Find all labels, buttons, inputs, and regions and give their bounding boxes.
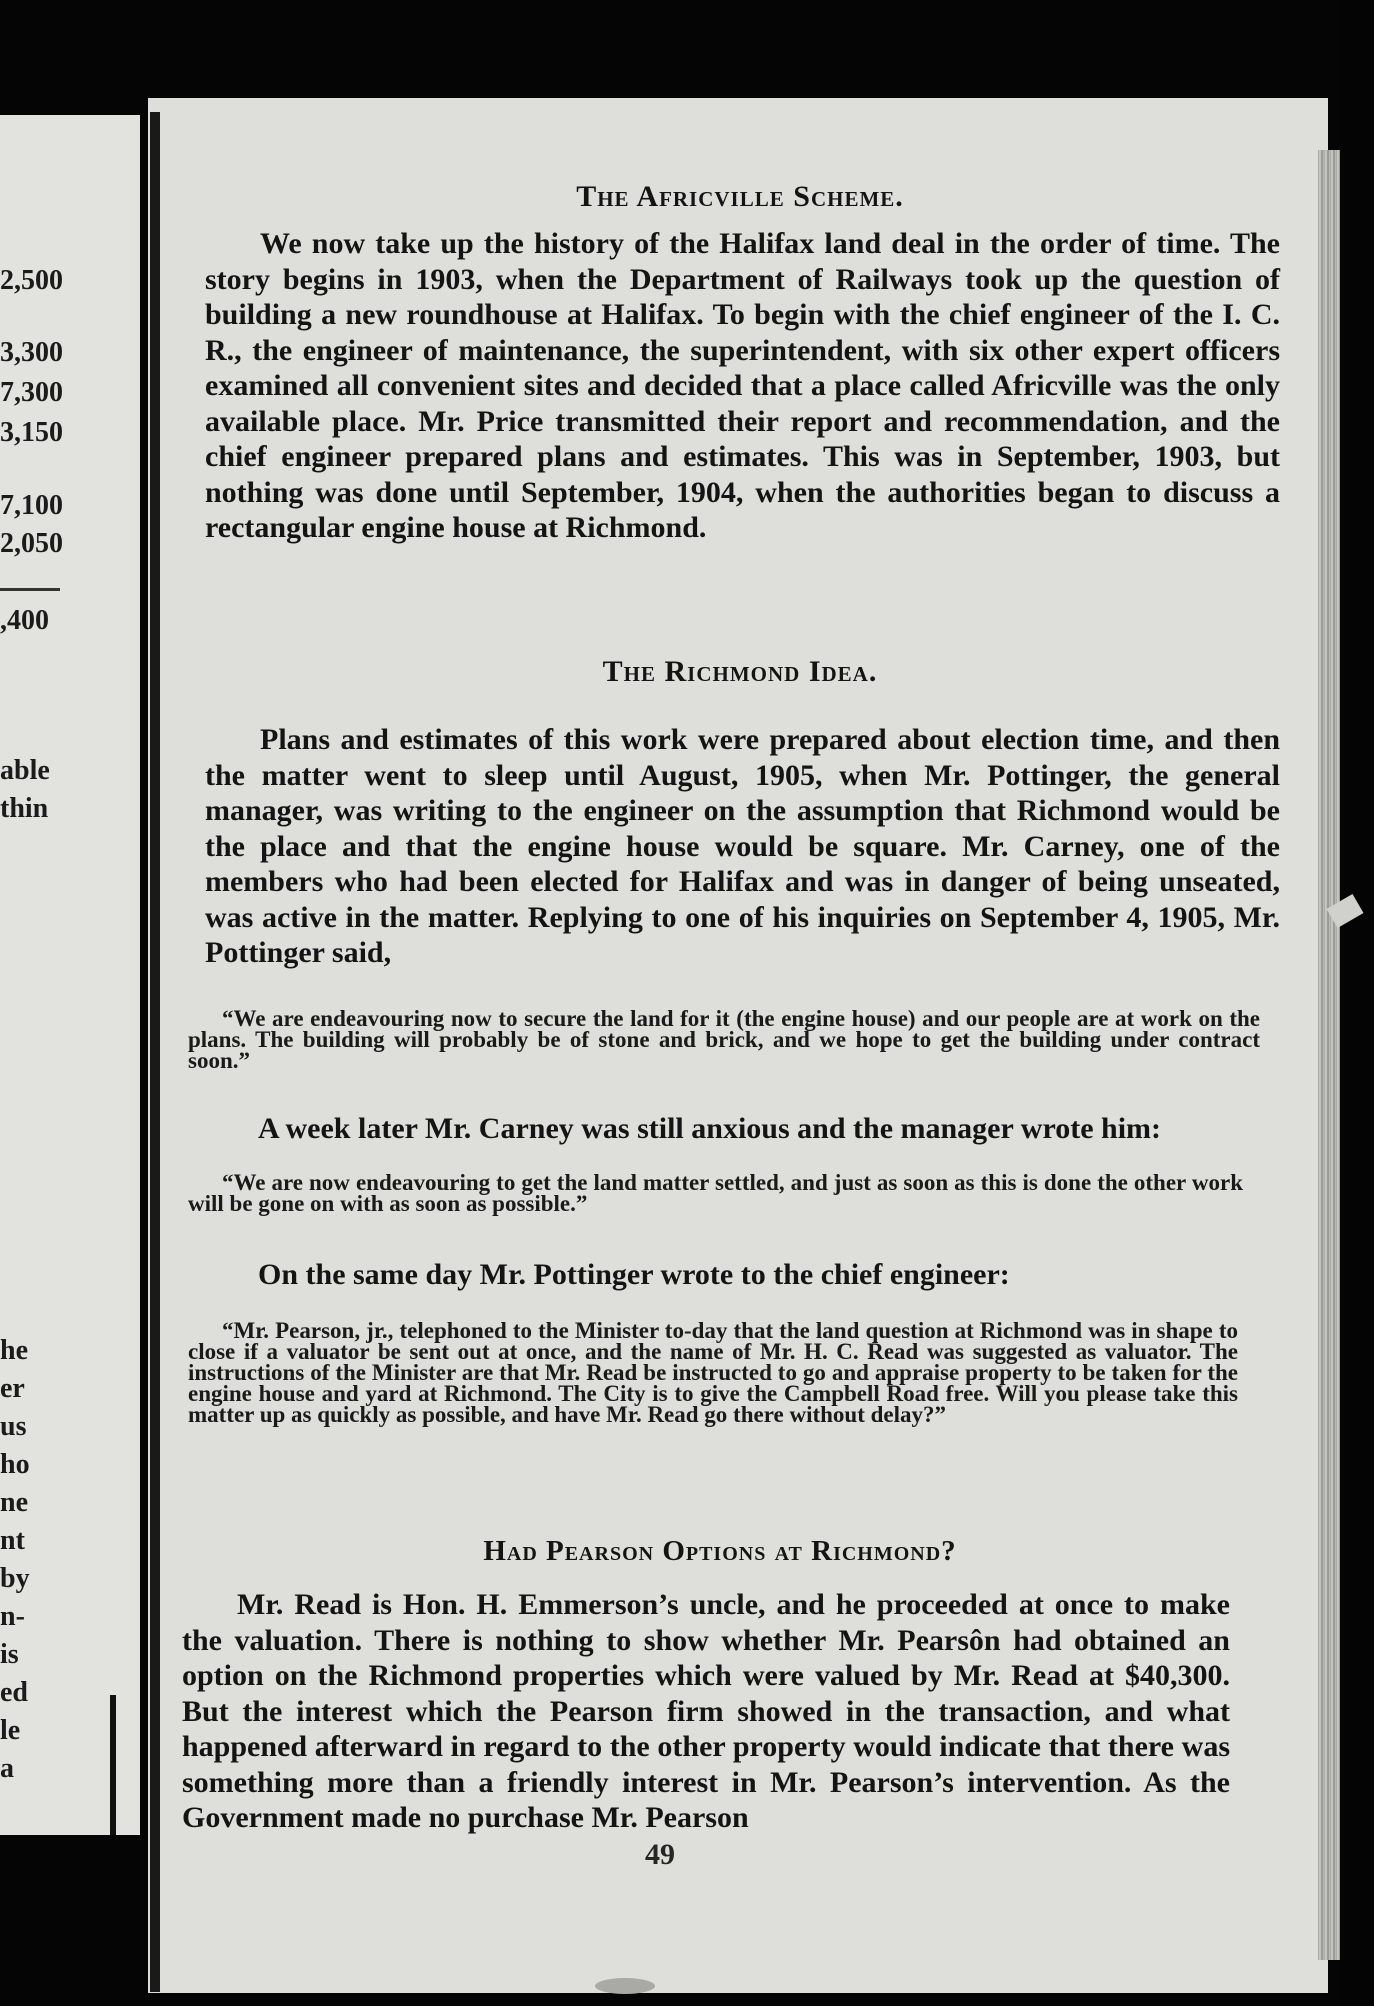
scan-border: [1340, 0, 1374, 2006]
paragraph-pearson-options: Mr. Read is Hon. H. Emmerson’s uncle, and he proceeded at once to make the valuation. There is nothing to show whether Mr. Pearsôn had obtained an option on the Richmond properties which were valued by Mr. Read at $40,300. But the interest which the Pearson firm showed in the transaction, and what happened afterward in regard to the other property would indicate that there was something more than a friendly interest in Mr. Pearson’s intervention. As the Government made no purchase Mr. Pearson: [182, 1588, 1230, 1834]
paragraph-same-day: On the same day Mr. Pottinger wrote to the chief engineer:: [258, 1258, 1010, 1291]
left-page-fragment: thin: [0, 793, 49, 824]
left-page-fragment: ho: [0, 1449, 30, 1480]
left-facing-page: [0, 115, 140, 1835]
left-page-fragment: 2,500: [0, 265, 63, 296]
page-edge: [1318, 150, 1340, 1960]
left-page-fragment: he: [0, 1335, 28, 1366]
left-page-fragment: 2,050: [0, 528, 63, 559]
left-page-fragment: us: [0, 1411, 27, 1442]
left-page-fragment: nt: [0, 1525, 25, 1556]
left-page-fragment: 3,150: [0, 417, 63, 448]
section-heading-richmond-idea: The Richmond Idea.: [602, 655, 878, 688]
paragraph-africville: We now take up the history of the Halifax land deal in the order of time. The story begins in 1903, when the Department of Railways took up the question of building a new roundhouse at Halifax. To begin with the chief engineer of the I. C. R., the engineer of maintenance, the superintendent, with six other expert officers examined all convenient sites and decided that a place called Africville was the only available place. Mr. Price transmitted their report and recommendation, and the chief engineer prepared plans and estimates. This was in September, 1903, but nothing was done until September, 1904, when the authorities began to discuss a rectangular engine house at Richmond.: [205, 227, 1280, 544]
left-page-fragment: 3,300: [0, 337, 63, 368]
section-heading-pearson-options: Had Pearson Options at Richmond?: [483, 1535, 957, 1567]
left-page-fragment: n-: [0, 1601, 25, 1632]
quote-pottinger-sept4: “We are endeavouring now to secure the land for it (the engine house) and our people are at work on the plans. The building will probably be of stone and brick, and we hope to get the building under contract soon.”: [188, 1006, 1260, 1073]
left-page-fragment: 7,300: [0, 377, 63, 408]
ink-smudge: [595, 1978, 655, 1994]
page-gutter: [150, 112, 160, 1992]
left-page-fragment: a: [0, 1753, 14, 1784]
left-page-rule: [0, 588, 60, 591]
left-page-margin-mark: [110, 1695, 116, 1835]
left-page-fragment: ne: [0, 1487, 28, 1518]
paragraph-richmond-idea: Plans and estimates of this work were prepared about election time, and then the matter went to sleep until August, 1905, when Mr. Pottinger, the general manager, was writing to the engineer on the assumption that Richmond would be the place and that the engine house would be square. Mr. Carney, one of the members who had been elected for Halifax and was in danger of being unseated, was active in the matter. Replying to one of his inquiries on September 4, 1905, Mr. Pottinger said,: [205, 723, 1280, 969]
left-page-fragment: 7,100: [0, 490, 63, 521]
paragraph-week-later: A week later Mr. Carney was still anxious and the manager wrote him:: [258, 1112, 1162, 1145]
page-number: 49: [645, 1838, 675, 1871]
quote-pottinger-week-later: “We are now endeavouring to get the land matter settled, and just as soon as this is done the other work will be gone on with as soon as possible.”: [188, 1170, 1243, 1216]
section-heading-africville: The Africville Scheme.: [576, 180, 904, 213]
left-page-fragment: by: [0, 1563, 30, 1594]
left-page-fragment: ,400: [0, 605, 49, 636]
left-page-fragment: le: [0, 1715, 21, 1746]
left-page-fragment: ed: [0, 1677, 28, 1708]
quote-pottinger-chief-engineer: “Mr. Pearson, jr., telephoned to the Minister to-day that the land question at Richmond was in shape to close if a valuator be sent out at once, and the name of Mr. H. C. Read was suggested as valuator. The instructions of the Minister are that Mr. Read be instructed to go and appraise property to be taken for the engine house and yard at Richmond. The City is to give the Campbell Road free. Will you please take this matter up as quickly as possible, and have Mr. Read go there without delay?”: [188, 1318, 1238, 1427]
left-page-fragment: is: [0, 1639, 19, 1670]
left-page-fragment: able: [0, 755, 50, 786]
left-page-fragment: er: [0, 1373, 25, 1404]
